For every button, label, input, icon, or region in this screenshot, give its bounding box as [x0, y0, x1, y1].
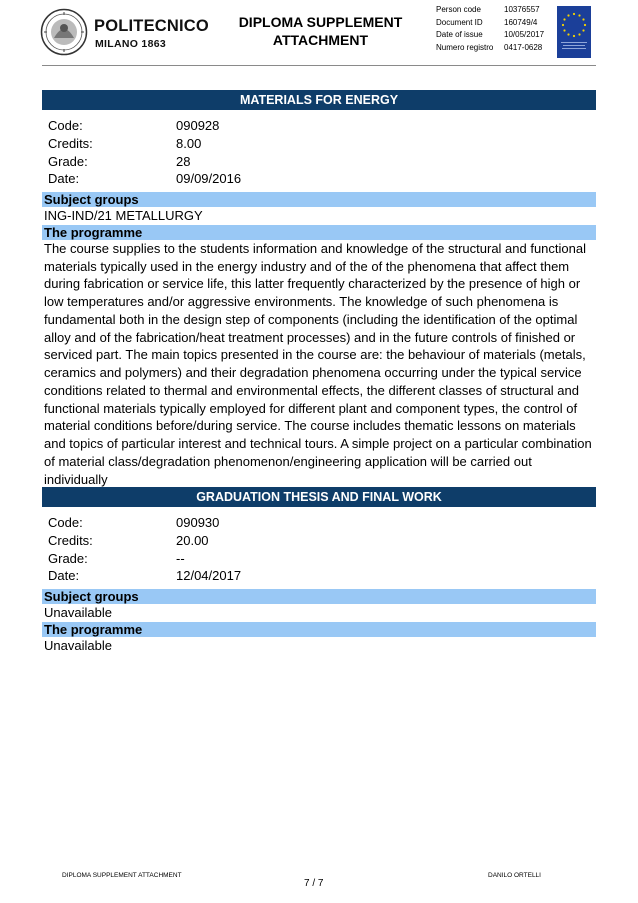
meta-row [436, 29, 551, 42]
meta-row [436, 4, 551, 17]
programme-line: functional materials typically employed for different plant and component types, the control of [44, 400, 578, 416]
subject-groups-value: Unavailable [44, 605, 112, 621]
programme-line: serviced part. The main topics presented in the course are: the behaviour of materials (metals, [44, 347, 586, 363]
page-number: 7 / 7 [304, 878, 324, 889]
footer-document-name: DIPLOMA SUPPLEMENT ATTACHMENT [62, 872, 182, 879]
programme-text [42, 637, 596, 655]
field-label: Credits: [48, 532, 93, 548]
eu-flag-icon [557, 6, 591, 58]
course-fields [42, 514, 596, 585]
field-value: -- [176, 550, 185, 566]
meta-value: 10/05/2017 [504, 30, 545, 39]
programme-line: materials typically used in the energy industry and of the of the phenomena that affect them [44, 258, 570, 274]
document-title-line1: DIPLOMA SUPPLEMENT [238, 14, 403, 30]
field-label: Date: [48, 568, 80, 584]
document-title [228, 13, 413, 49]
meta-label: Document ID [436, 17, 483, 27]
field-value: 20.00 [176, 532, 209, 548]
field-value: 09/09/2016 [176, 171, 242, 187]
field-value: 8.00 [176, 135, 202, 151]
field-row [48, 153, 596, 171]
field-row [48, 532, 596, 550]
course-section [42, 90, 596, 506]
field-row [48, 117, 596, 135]
politecnico-logo [40, 8, 220, 58]
meta-label: Numero registro [436, 42, 494, 52]
field-value: 090930 [176, 515, 220, 530]
programme-line: Unavailable [44, 637, 112, 653]
subject-groups-value: ING-IND/21 METALLURGY [44, 208, 203, 224]
field-row [48, 170, 596, 188]
field-label: Grade: [48, 550, 88, 566]
programme-line: of material class/degradation phenomenon/engineering application will be carried out individually [44, 453, 532, 487]
document-metadata [436, 4, 551, 54]
field-label: Grade: [48, 153, 88, 169]
field-label: Code: [48, 118, 83, 133]
field-value: 12/04/2017 [176, 568, 242, 584]
document-title-line2: ATTACHMENT [272, 32, 369, 48]
programme-line: The course supplies to the students information and knowledge of the structural and functional [44, 240, 586, 256]
university-seal-icon [40, 8, 88, 56]
meta-value: 0417-0628 [504, 42, 543, 52]
field-row [48, 567, 596, 585]
meta-value: 160749/4 [504, 17, 538, 27]
subject-groups-heading: Subject groups [42, 192, 596, 207]
meta-row [436, 17, 551, 30]
logo-city: MILANO 1863 [95, 38, 166, 50]
field-label: Date: [48, 171, 80, 187]
programme-line: conditions related to thermal and environmental effects, the different classes of structural and [44, 382, 579, 398]
field-label: Credits: [48, 135, 93, 151]
programme-line: alloy and of the fabrication/heat treatment processes) and in the future controls of finished or [44, 329, 576, 345]
programme-text [42, 240, 596, 506]
meta-label: Date of issue [436, 30, 483, 39]
meta-label: Person code [436, 5, 481, 14]
header-divider [42, 65, 596, 66]
programme-line: and topics of particular interest and technical tours. A simple project on a particular combination [44, 436, 592, 452]
course-title: GRADUATION THESIS AND FINAL WORK [42, 487, 596, 507]
logo-name: POLITECNICO [94, 17, 209, 35]
footer-student-name: DANILO ORTELLI [488, 872, 541, 879]
field-value: 090928 [176, 118, 220, 133]
field-value: 28 [176, 153, 191, 169]
meta-row [436, 42, 551, 55]
field-row [48, 550, 596, 568]
field-row [48, 514, 596, 532]
programme-line: material conditions before/during service. The course includes thematic lessons on materials [44, 418, 576, 434]
meta-value: 10376557 [504, 5, 540, 14]
course-title: MATERIALS FOR ENERGY [42, 90, 596, 110]
field-row [48, 135, 596, 153]
subject-groups-heading: Subject groups [42, 589, 596, 604]
programme-line: fundamental both in the design step of components (including the identification of the optimal [44, 311, 578, 327]
programme-heading: The programme [42, 622, 596, 637]
field-label: Code: [48, 515, 83, 530]
thesis-section [42, 487, 596, 655]
programme-line: during fabrication or service life, this latter frequently characterized by the presence of high or [44, 276, 581, 292]
programme-line: low temperatures and/or aggressive environments. The knowledge of such phenomena is [44, 294, 559, 310]
course-fields [42, 117, 596, 188]
document-header [0, 0, 638, 68]
programme-line: ceramics and polymers) and their degradation phenomena occurring under the typical service [44, 365, 582, 381]
programme-heading: The programme [42, 225, 596, 240]
